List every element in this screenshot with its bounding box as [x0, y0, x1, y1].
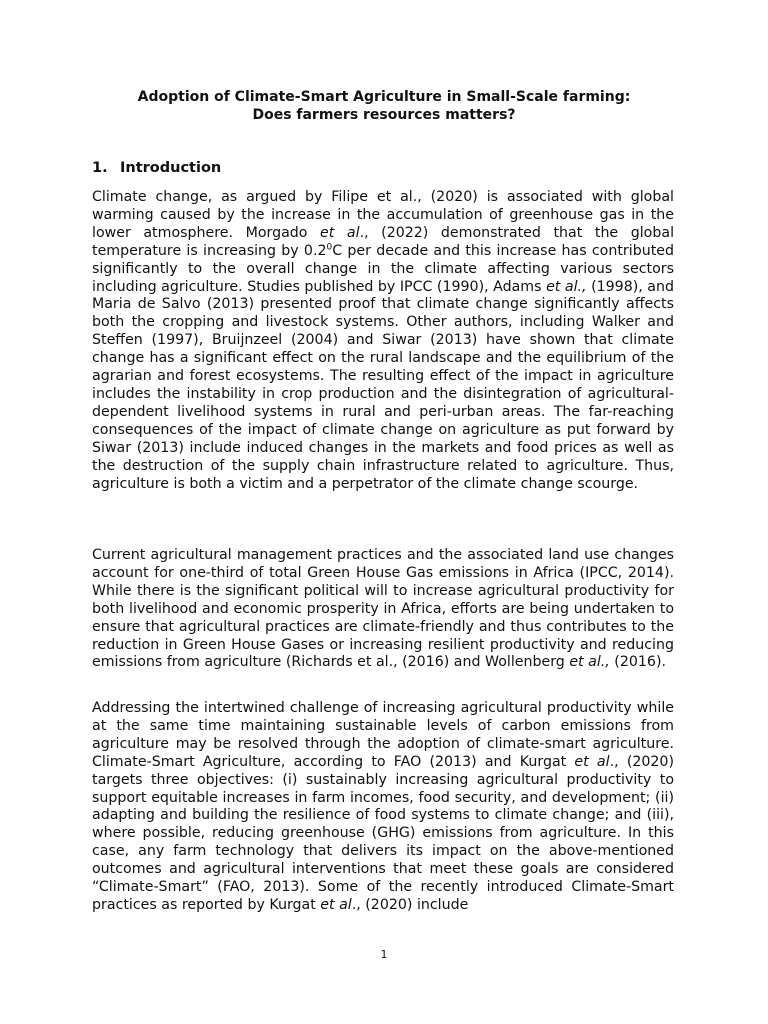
italic-run: et al — [574, 753, 610, 770]
text-run: ., (2020) include — [351, 896, 469, 913]
title-line-1: Adoption of Climate-Smart Agriculture in Small-Scale farming: — [137, 89, 631, 105]
title-line-2: Does farmers resources matters? — [252, 107, 516, 123]
section-heading — [92, 160, 221, 176]
text-run: Addressing the intertwined challenge of increasing agricultural productivity while at the same time maintaining sustainable levels of carbon emissions from agriculture may be resolved through the adoption of climate-smart agriculture. Climate-Smart Agriculture, according to FAO (2013) and Kurgat — [92, 700, 674, 770]
document-title — [92, 88, 676, 124]
italic-run: et al — [320, 224, 360, 241]
text-run: (1998), and Maria de Salvo (2013) presented proof that climate change significantly affects both the cropping and livestock systems. Other authors, including Walker and Steffen (1997), Bruijnzeel (2004) and Siwar (2013) have shown that climate change has a significant effect on the rural landscape and the equilibrium of the agrarian and forest ecosystems. The resulting effect of the impact in agriculture includes the instability in crop production and the disintegration of agricultural-dependent livelihood systems in rural and peri-urban areas. The far-reaching consequences of the impact of climate change on agriculture as put forward by Siwar (2013) include induced changes in the markets and food prices as well as the destruction of the supply chain infrastructure related to agriculture. Thus, agriculture is both a victim and a perpetrator of the climate change scourge. — [92, 278, 674, 492]
text-run: C per decade and this increase has contributed significantly to the overall change in the climate affecting various sectors including agriculture. Studies published by IPCC (1990), Adams — [92, 242, 674, 295]
text-run: Current agricultural management practices and the associated land use changes account for one-third of total Green House Gas emissions in Africa (IPCC, 2014). While there is the significant political will to increase agricultural productivity for both livelihood and economic prosperity in Africa, efforts are being undertaken to ensure that agricultural practices are climate-friendly and thus contributes to the reduction in Green House Gases or increasing resilient productivity and reducing emissions from agriculture (Richards et al., (2016) and Wollenberg — [92, 547, 674, 671]
superscript: 0 — [326, 241, 333, 252]
section-title: Introduction — [120, 160, 222, 176]
paragraph-1 — [92, 189, 674, 493]
text-run: (2016). — [609, 654, 666, 671]
section-number: 1. — [92, 160, 108, 176]
text-run: ., (2022) demonstrated that the global temperature is increasing by 0.2 — [92, 224, 675, 259]
page-number: 1 — [380, 948, 388, 961]
text-run: Climate change, as argued by Filipe et al., (2020) is associated with global warming caused by the increase in the accumulation of greenhouse gas in the lower atmosphere. Morgado — [92, 189, 674, 241]
italic-run: et al., — [569, 654, 610, 671]
italic-run: et al., — [546, 278, 587, 295]
text-run: ., (2020) targets three objectives: (i) sustainably increasing agricultural productivity to support equitable increases in farm incomes, food security, and development; (ii) adapting and building the resilience of food systems to climate change; and (iii), where possible, reducing greenhouse (GHG) emissions from agriculture. In this case, any farm technology that delivers its impact on the above-mentioned outcomes and agricultural interventions that meet these goals are considered “Climate-Smart” (FAO, 2013). Some of the recently introduced Climate-Smart practices as reported by Kurgat — [92, 753, 674, 913]
paragraph-2 — [92, 547, 674, 672]
italic-run: et al — [320, 896, 352, 913]
paragraph-3 — [92, 700, 674, 915]
